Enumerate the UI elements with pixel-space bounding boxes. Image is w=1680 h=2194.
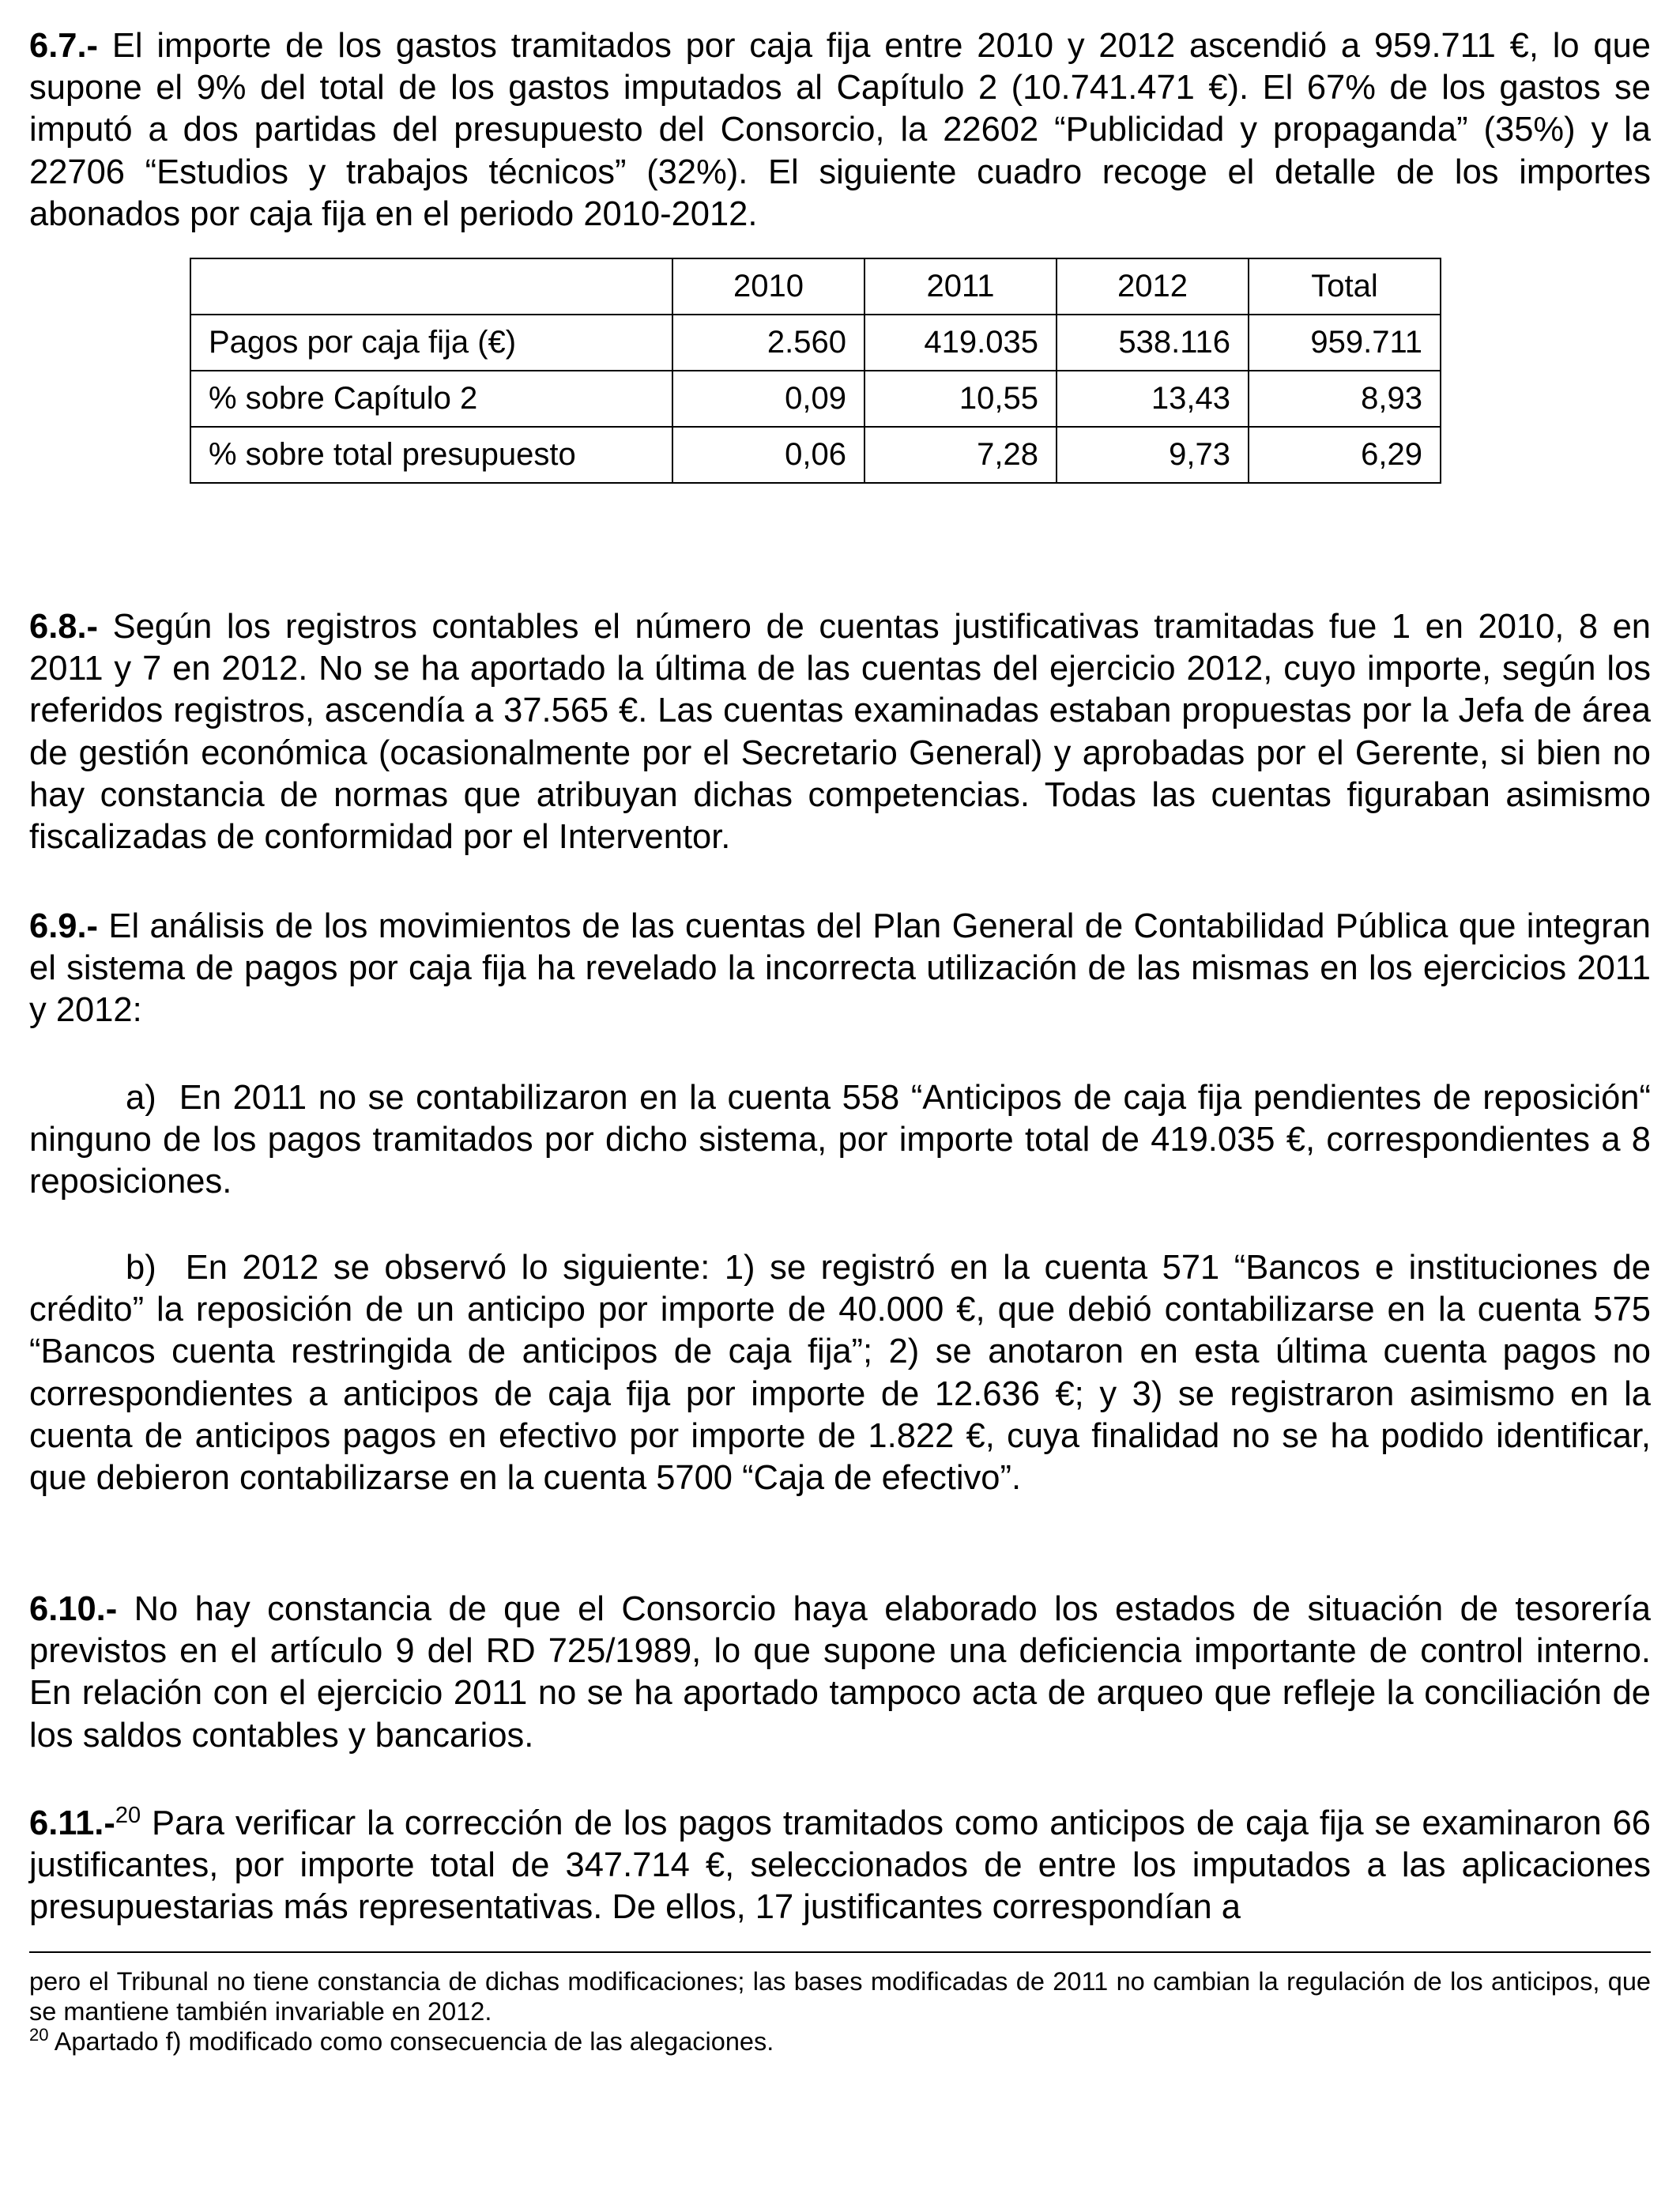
caja-fija-table-container: [190, 258, 1441, 484]
paragraph-text: El importe de los gastos tramitados por caja fija entre 2010 y 2012 ascendió a 959.711 €, lo que supone el 9% del total de los gastos imputados al Capítulo 2 (10.741.471 €). El 67% de los gastos se imputó a dos partidas del presupuesto del Consorcio, la 22602 “Publicidad y propaganda” (35%) y la 22706 “Estudios y trabajos técnicos” (32%). El siguiente cuadro recoge el detalle de los importes abonados por caja fija en el periodo 2010-2012.: [29, 27, 1651, 233]
paragraph-number: 6.10.-: [29, 1590, 118, 1628]
paragraph-6-10: [29, 1589, 1651, 1757]
table-row-label: % sobre total presupuesto: [190, 427, 672, 483]
table-row: [190, 427, 1441, 483]
paragraph-text: El análisis de los movimientos de las cuentas del Plan General de Contabilidad Pública que integran el sistema de pagos por caja fija ha revelado la incorrecta utilización de las mismas en los ejercicios 2011 y 2012:: [29, 907, 1651, 1030]
table-cell: 0,09: [672, 371, 864, 427]
paragraph-text: a) En 2011 no se contabilizaron en la cuenta 558 “Anticipos de caja fija pendientes de reposición“ ninguno de los pagos tramitados por dicho sistema, por importe total de 419.035 €, correspondientes a 8 reposiciones.: [29, 1079, 1651, 1201]
table-header-cell: Total: [1249, 258, 1441, 315]
paragraph-text: b) En 2012 se observó lo siguiente: 1) se registró en la cuenta 571 “Bancos e instituciones de crédito” la reposición de un anticipo por importe de 40.000 €, que debió contabilizarse en la cuenta 575 “Bancos cuenta restringida de anticipos de caja fija”; 2) se anotaron en esta última cuenta pagos no correspondientes a anticipos de caja fija por importe de 12.636 €; y 3) se registraron asimismo en la cuenta de anticipos pagos en efectivo por importe de 1.822 €, cuya finalidad no se ha podido identificar, que debieron contabilizarse en la cuenta 5700 “Caja de efectivo”.: [29, 1249, 1651, 1498]
table-cell: 538.116: [1057, 315, 1249, 371]
footnote-reference[interactable]: 20: [115, 1803, 141, 1828]
paragraph-6-9-a: [29, 1077, 1651, 1204]
table-row: [190, 371, 1441, 427]
footnote-separator: [29, 1951, 1651, 1953]
table-cell: 8,93: [1249, 371, 1441, 427]
caja-fija-table: [190, 258, 1441, 484]
table-row-label: % sobre Capítulo 2: [190, 371, 672, 427]
paragraph-6-7: [29, 25, 1651, 236]
table-header-cell: 2011: [864, 258, 1057, 315]
paragraph-number: 6.9.-: [29, 907, 99, 945]
paragraph-text: Según los registros contables el número de cuentas justificativas tramitadas fue 1 en 2010, 8 en 2011 y 7 en 2012. No se ha aportado la última de las cuentas del ejercicio 2012, cuyo importe, según los referidos registros, ascendía a 37.565 €. Las cuentas examinadas estaban propuestas por la Jefa de área de gestión económica (ocasionalmente por el Secretario General) y aprobadas por el Gerente, si bien no hay constancia de normas que atribuyan dichas competencias. Todas las cuentas figuraban asimismo fiscalizadas de conformidad por el Interventor.: [29, 608, 1651, 857]
paragraph-text: No hay constancia de que el Consorcio haya elaborado los estados de situación de tesorería previstos en el artículo 9 del RD 725/1989, lo que supone una deficiencia importante de control interno. En relación con el ejercicio 2011 no se ha aportado tampoco acta de arqueo que refleje la conciliación de los saldos contables y bancarios.: [29, 1590, 1651, 1755]
footnote-text: Apartado f) modificado como consecuencia de las alegaciones.: [48, 2027, 774, 2056]
footnote-number: 20: [29, 2025, 49, 2045]
table-cell: 2.560: [672, 315, 864, 371]
table-header-cell: 2012: [1057, 258, 1249, 315]
table-header-row: [190, 258, 1441, 315]
paragraph-number: 6.7.-: [29, 27, 99, 65]
footnote-20: [29, 2026, 1651, 2056]
table-cell: 6,29: [1249, 427, 1441, 483]
footnotes: [29, 1966, 1651, 2056]
table-cell: 959.711: [1249, 315, 1441, 371]
table-row: [190, 315, 1441, 371]
table-cell: 13,43: [1057, 371, 1249, 427]
footnote-continuation: pero el Tribunal no tiene constancia de dichas modificaciones; las bases modificadas de 2011 no cambian la regulación de los anticipos, que se mantiene también invariable en 2012.: [29, 1967, 1651, 2026]
table-row-label: Pagos por caja fija (€): [190, 315, 672, 371]
table-cell: 9,73: [1057, 427, 1249, 483]
table-cell: 0,06: [672, 427, 864, 483]
table-cell: 419.035: [864, 315, 1057, 371]
paragraph-6-9: [29, 906, 1651, 1032]
table-header-cell: 2010: [672, 258, 864, 315]
paragraph-6-8: [29, 606, 1651, 858]
paragraph-text: Para verificar la corrección de los pagos tramitados como anticipos de caja fija se examinaron 66 justificantes, por importe total de 347.714 €, seleccionados de entre los imputados a las aplicaciones presupuestarias más representativas. De ellos, 17 justificantes correspondían a: [29, 1804, 1651, 1927]
table-header-cell: [190, 258, 672, 315]
table-cell: 7,28: [864, 427, 1057, 483]
paragraph-number: 6.8.-: [29, 608, 99, 646]
paragraph-6-9-b: [29, 1247, 1651, 1499]
paragraph-number: 6.11.-: [29, 1804, 115, 1842]
table-cell: 10,55: [864, 371, 1057, 427]
paragraph-6-11: [29, 1803, 1651, 1929]
